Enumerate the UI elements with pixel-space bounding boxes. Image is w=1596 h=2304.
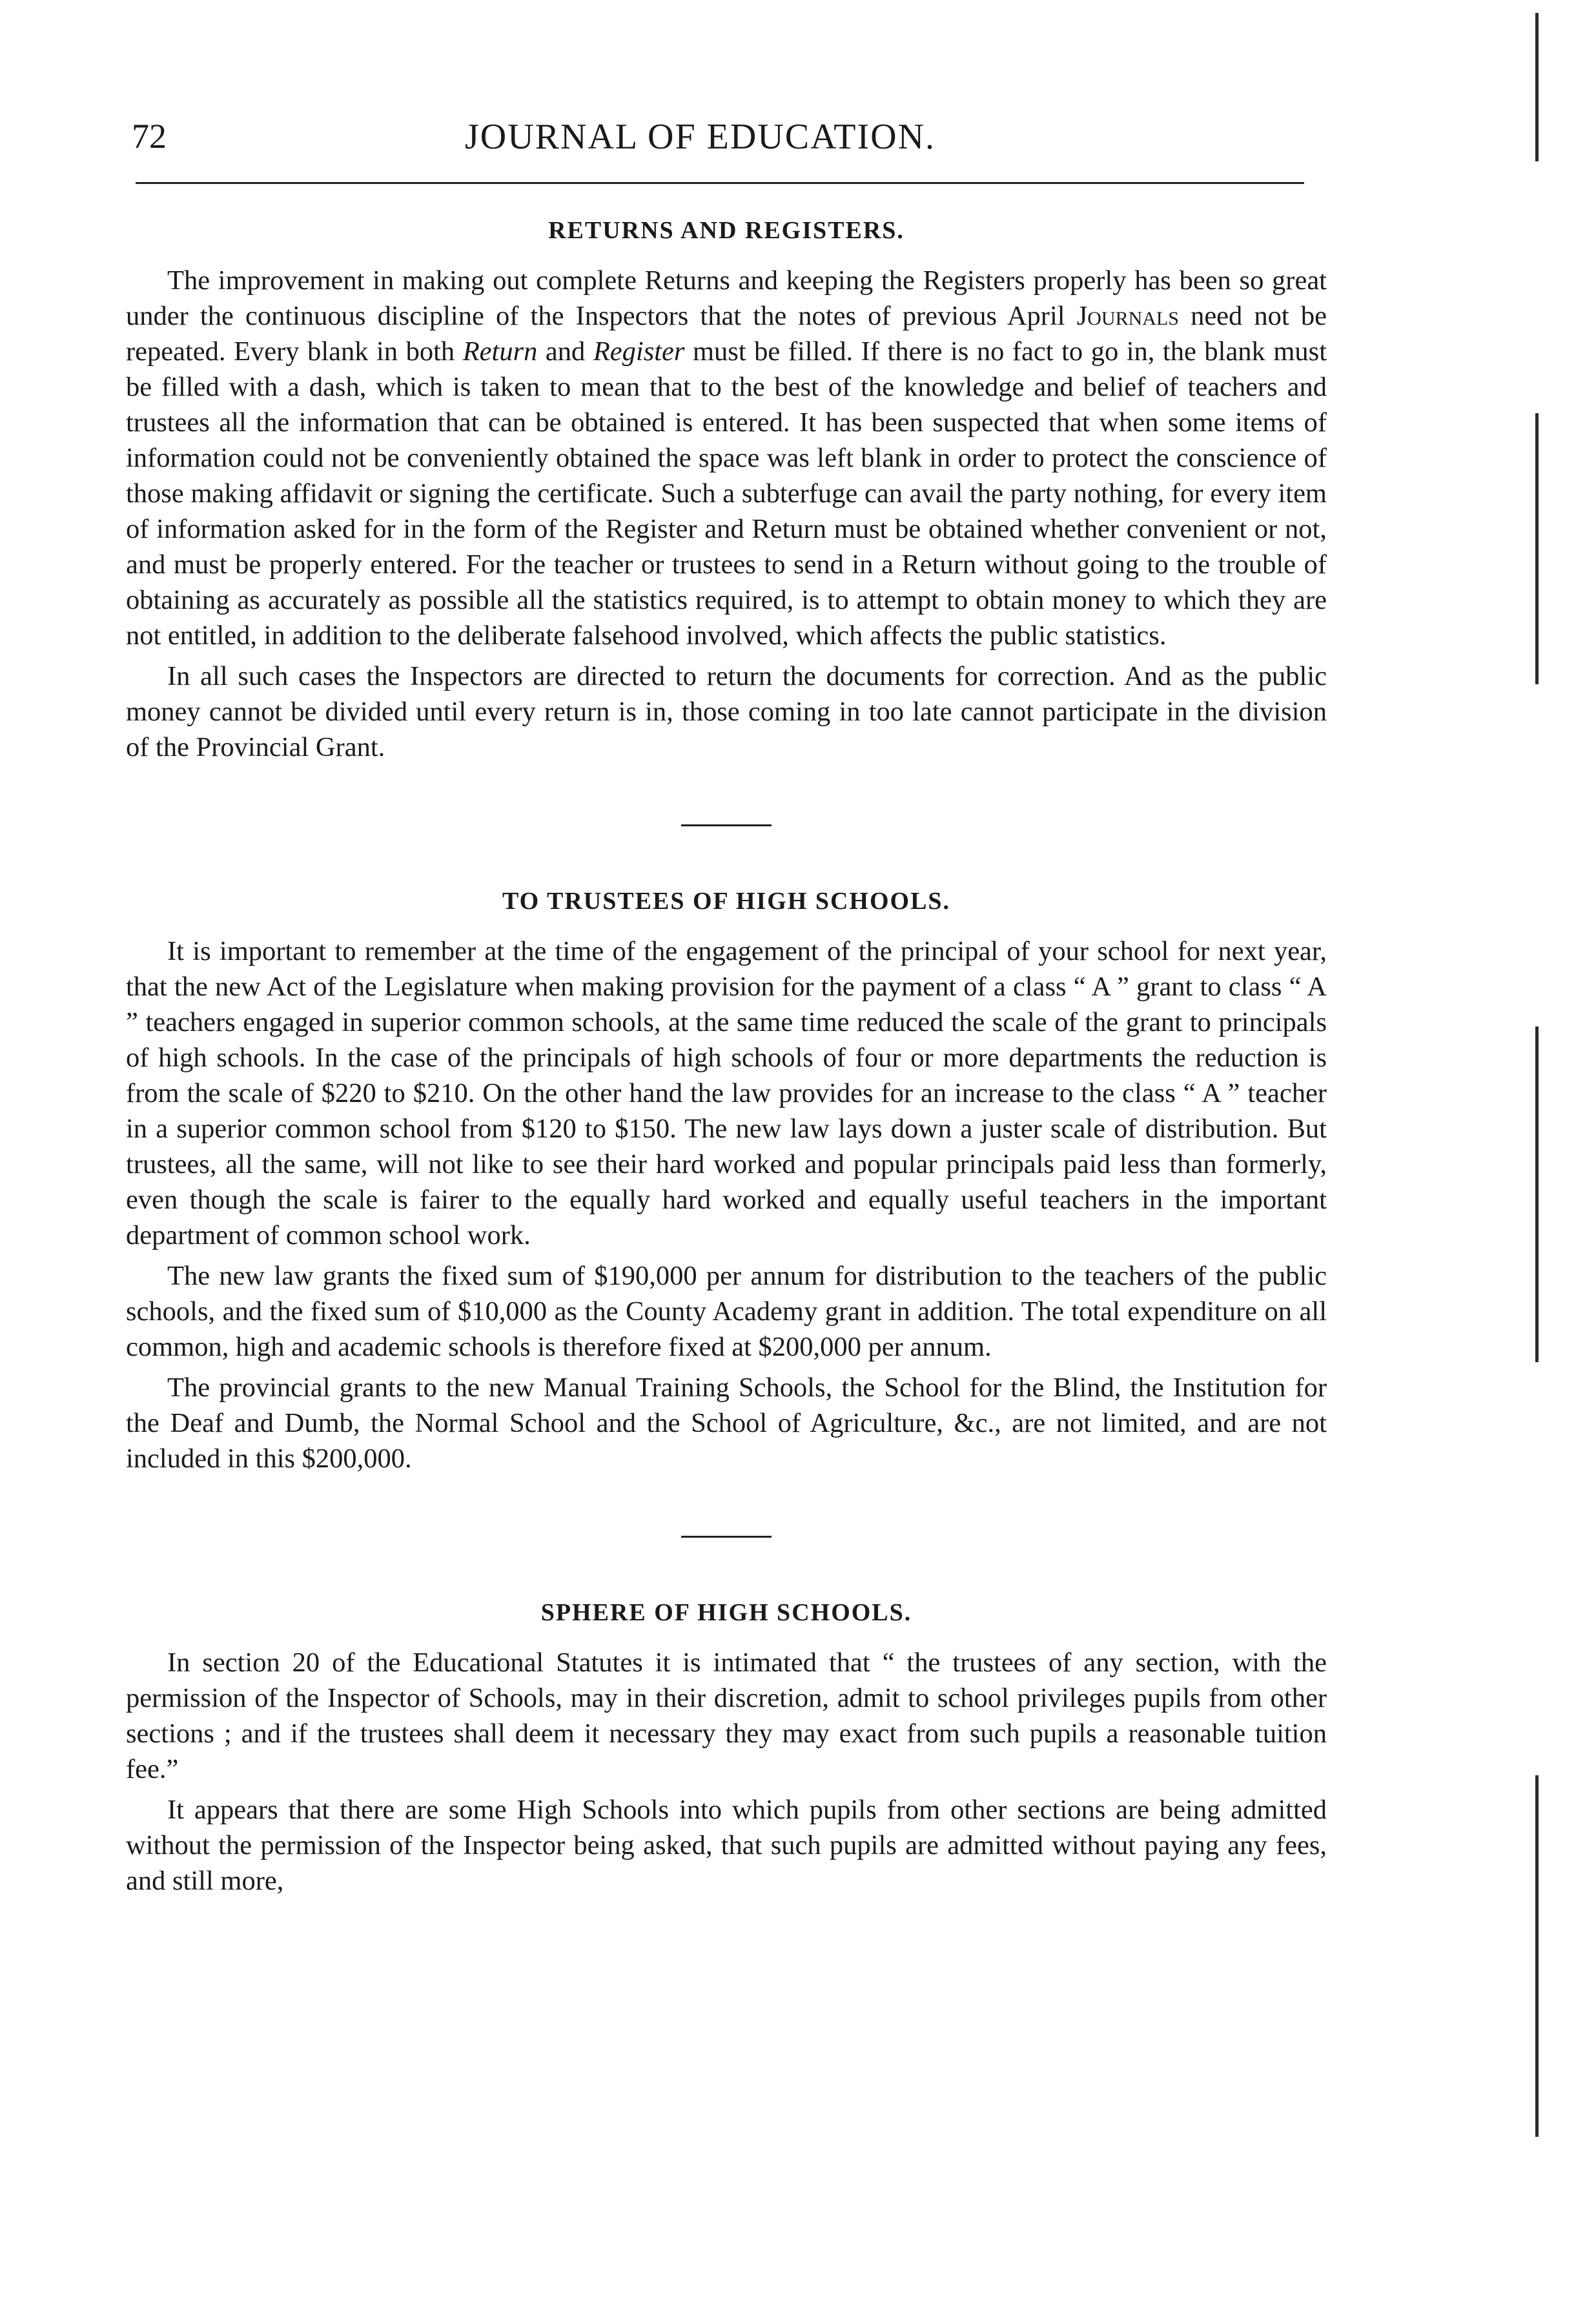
register-word: Register — [593, 336, 685, 367]
binding-edge-mark — [1535, 13, 1539, 161]
paragraph: In all such cases the Inspectors are directed to return the documents for correction. And as the public money cannot be divided until every return is in, those coming in too late cannot participate in the division of the Provincial Grant. — [126, 661, 1327, 762]
page-number: 72 — [132, 117, 167, 156]
section-trustees-of-high-schools — [126, 887, 1327, 1476]
page-body — [126, 216, 1327, 1904]
section-title: RETURNS AND REGISTERS. — [548, 217, 905, 244]
journal-title: JOURNAL OF EDUCATION. — [465, 117, 936, 157]
binding-edge-mark — [1535, 1775, 1539, 2137]
binding-edge-mark — [1535, 1026, 1539, 1362]
journals-word: Journals — [1076, 301, 1179, 331]
section-sphere-of-high-schools — [126, 1598, 1327, 1899]
paragraph-text: and — [537, 336, 593, 367]
page-header — [129, 110, 1317, 168]
paragraph: In section 20 of the Educational Statutes it is intimated that “ the trustees of any section, with the permission of the Inspector of Schools, may in their discretion, admit to school privileges pupils from other sections ; and if the trustees shall deem it necessary they may exact from such pupils a reasonable tuition fee.” — [126, 1647, 1327, 1784]
section-title: TO TRUSTEES OF HIGH SCHOOLS. — [502, 888, 951, 915]
paragraph-text: must be filled. If there is no fact to go in, the blank must be filled with a dash, which is taken to mean that to the best of the knowledge and belief of teachers and trustees all the information that can be obtained is entered. It has been suspected that when some items of information could not be conveniently obtained the space was left blank in order to protect the conscience of those making affidavit or signing the certificate. Such a subterfuge can avail the party nothing, for every item of information asked for in the form of the Register and Return must be obtained whether convenient or not, and must be properly entered. For the teacher or trustees to send in a Return without going to the trouble of obtaining as accurately as possible all the statistics required, is to attempt to obtain money to which they are not entitled, in addition to the deliberate falsehood involved, which affects the public statistics. — [126, 336, 1327, 651]
paragraph: The new law grants the fixed sum of $190,000 per annum for distribution to the teachers of the public schools, and the fixed sum of $10,000 as the County Academy grant in addition. The total expenditure on all common, high and academic schools is therefore fixed at $200,000 per annum. — [126, 1261, 1327, 1362]
section-separator — [681, 824, 772, 826]
header-rule — [136, 182, 1304, 184]
paragraph-text: The improvement in making out complete Returns and keeping the Registers properly has been so great under the continuous discipline of the Inspectors that the notes of previous April — [126, 265, 1327, 331]
paragraph: It appears that there are some High Schools into which pupils from other sections are being admitted without the permission of the Inspector being asked, that such pupils are admitted without paying any fees, and still more, — [126, 1795, 1327, 1896]
section-title: SPHERE OF HIGH SCHOOLS. — [540, 1599, 912, 1626]
paragraph: It is important to remember at the time of the engagement of the principal of your school for next year, that the new Act of the Legislature when making provision for the payment of a class “ A ” grant to class “ A ” teachers engaged in superior common schools, at the same time reduced the scale of the grant to principals of high schools. In the case of the principals of high schools of four or more departments the reduction is from the scale of $220 to $210. On the other hand the law provides for an increase to the class “ A ” teacher in a superior common school from $120 to $150. The new law lays down a juster scale of distribution. But trustees, all the same, will not like to see their hard worked and popular principals paid less than formerly, even though the scale is fairer to the equally hard worked and equally useful teachers in the important department of common school work. — [126, 936, 1327, 1250]
paragraph — [126, 263, 1327, 653]
binding-edge-mark — [1535, 413, 1539, 684]
section-separator — [681, 1536, 772, 1538]
paragraph-text: need not be repeated. Every blank in both — [126, 301, 1327, 367]
section-returns-and-registers — [126, 216, 1327, 765]
return-word: Return — [462, 336, 538, 367]
paragraph: The provincial grants to the new Manual Training Schools, the School for the Blind, the Institution for the Deaf and Dumb, the Normal School and the School of Agriculture, &c., are not limited, and are not included in this $200,000. — [126, 1372, 1327, 1474]
